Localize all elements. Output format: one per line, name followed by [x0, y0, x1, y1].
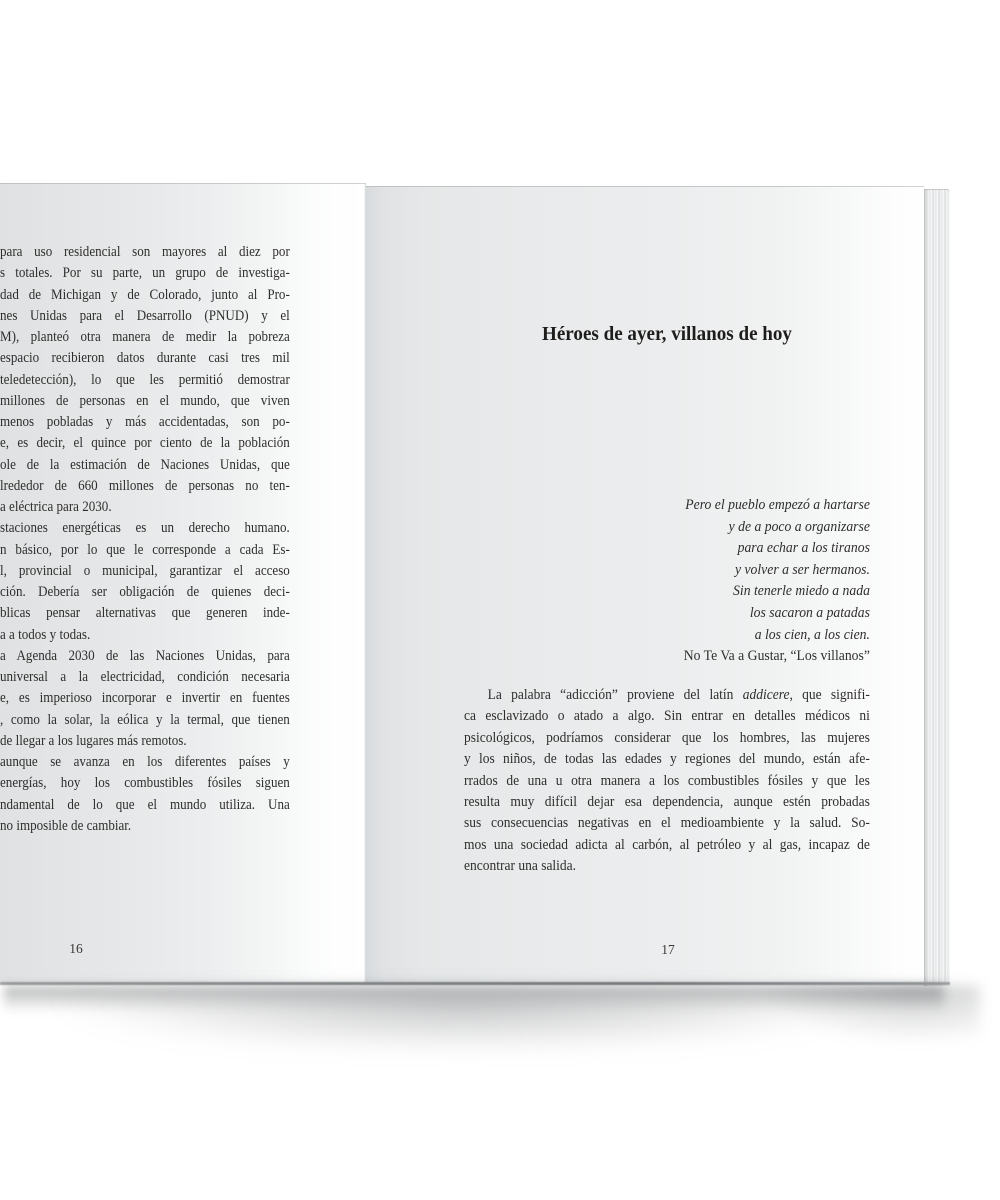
text-line: aunque se avanza en los diferentes países y — [0, 754, 290, 770]
epigraph — [464, 495, 870, 668]
text-line: psicológicos, podríamos considerar que los hombres, las mujeres — [464, 729, 870, 746]
latin-term: addicere — [742, 687, 790, 703]
text-line: universal a la electricidad, condición necesaria — [0, 669, 290, 685]
text-line: e, es decir, el quince por ciento de la población — [0, 435, 290, 452]
epigraph-line: los sacaron a patadas — [749, 604, 870, 621]
book-shadow — [4, 986, 944, 1012]
paragraph-text: , que signifi- — [789, 687, 870, 703]
text-line: staciones energéticas es un derecho humano. — [0, 520, 290, 537]
page-number-left: 16 — [69, 941, 83, 956]
text-line: ca esclavizado o atado a algo. Sin entrar en detalles médicos ni — [464, 708, 870, 725]
text-line: , como la solar, la eólica y la termal, que tienen — [0, 711, 290, 728]
text-line: no imposible de cambiar. — [0, 817, 132, 834]
epigraph-line: para echar a los tiranos — [737, 540, 870, 557]
text-line: nes Unidas para el Desarrollo (PNUD) y el — [0, 307, 290, 324]
text-line: resulta muy difícil dejar esa dependencia, aunque estén probadas — [464, 794, 870, 811]
text-line: s totales. Por su parte, un grupo de investiga- — [0, 265, 290, 282]
book-shadow — [0, 992, 980, 1122]
text-line: blicas pensar alternativas que generen inde- — [0, 605, 290, 622]
text-line: encontrar una salida. — [464, 858, 577, 875]
text-line: para uso residencial son mayores al diez por — [0, 244, 290, 260]
text-line: millones de personas en el mundo, que viven — [0, 392, 290, 409]
epigraph-attribution: No Te Va a Gustar, “Los villanos” — [683, 648, 870, 665]
body-paragraph — [464, 685, 870, 878]
book-bottom-edge — [0, 982, 950, 985]
text-line: M), planteó otra manera de medir la pobreza — [0, 329, 290, 345]
text-line: y los niños, de todas las edades y regiones del mundo, están afe- — [464, 751, 870, 768]
chapter-title: Héroes de ayer, villanos de hoy — [542, 323, 792, 345]
text-line: teledetección), lo que les permitió demostrar — [0, 371, 290, 388]
page-stack-edge — [924, 189, 950, 986]
text-line: ole de la estimación de Naciones Unidas, que — [0, 456, 290, 473]
text-line: l, provincial o municipal, garantizar el acceso — [0, 562, 290, 579]
book-shadow — [760, 985, 980, 1045]
gutter-seam — [364, 184, 366, 983]
epigraph-line: Pero el pueblo empezó a hartarse — [685, 497, 870, 513]
text-line: dad de Michigan y de Colorado, junto al Pro- — [0, 286, 290, 303]
text-line: espacio recibieron datos durante casi tres mil — [0, 350, 290, 367]
text-line: a eléctrica para 2030. — [0, 499, 112, 515]
epigraph-line: Sin tenerle miedo a nada — [733, 583, 870, 600]
epigraph-line: y volver a ser hermanos. — [734, 561, 870, 578]
text-line: e, es imperioso incorporar e invertir en fuentes — [0, 690, 290, 707]
text-line: n básico, por lo que le corresponde a cada Es- — [0, 541, 290, 558]
text-line — [464, 685, 870, 706]
text-line: a a todos y todas. — [0, 626, 91, 643]
text-line: ndamental de lo que el mundo utiliza. Una — [0, 796, 290, 813]
text-line: de llegar a los lugares más remotos. — [0, 732, 187, 749]
left-page-text — [0, 242, 290, 837]
text-line: lrededor de 660 millones de personas no ten- — [0, 477, 290, 494]
text-line: ción. Debería ser obligación de quienes deci- — [0, 584, 290, 600]
text-line: a Agenda 2030 de las Naciones Unidas, para — [0, 647, 290, 664]
epigraph-line: y de a poco a organizarse — [728, 518, 870, 535]
epigraph-line: a los cien, a los cien. — [754, 626, 870, 643]
text-line: mos una sociedad adicta al carbón, al petróleo y al gas, incapaz de — [464, 836, 870, 853]
text-line: sus consecuencias negativas en el medioambiente y la salud. So- — [464, 815, 870, 832]
text-line: energías, hoy los combustibles fósiles siguen — [0, 775, 290, 792]
text-line: menos pobladas y más accidentadas, son po- — [0, 414, 290, 430]
page-number-right: 17 — [661, 942, 675, 957]
paragraph-text: La palabra “adicción” proviene del latín — [487, 687, 743, 703]
text-line: rrados de una u otra manera a los combustibles fósiles y que les — [464, 772, 870, 789]
